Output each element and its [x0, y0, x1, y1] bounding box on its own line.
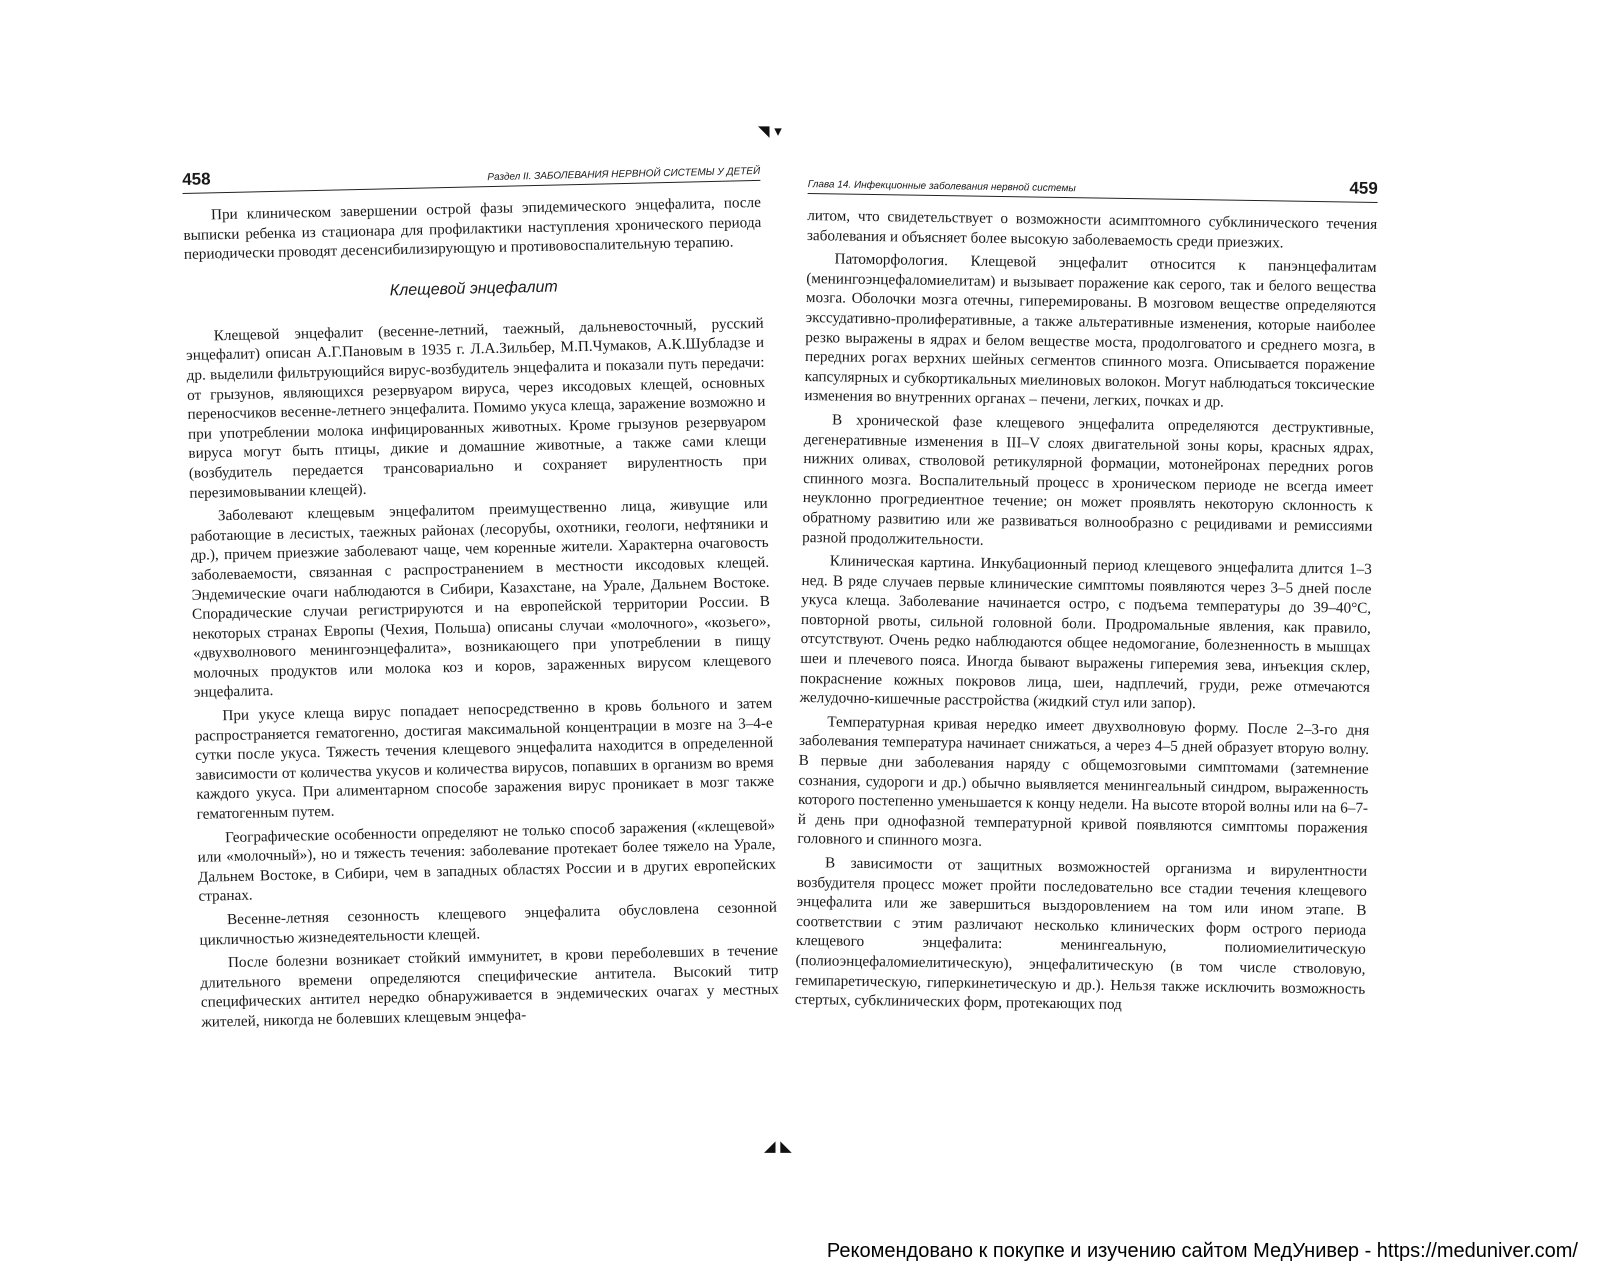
right-paragraph-6: В зависимости от защитных возможностей организма и вирулентности возбудителя процесс может пройти последовательно все стадии течения клещевого энцефалита или же завершиться выздоровлением на том или ином этапе. В соответствии с этим различают несколько клинических форм острого периода клещевого энцефалита: менингеальную, полиомиелитическую (полиоэнцефаломиелитическую), энцефалитическую (в том числе стволовую, гемипаретическую, гиперкинетическую и др.). Нельзя также исключить возможность стертых, субклинических форм, протекающих под — [794, 854, 1368, 1014]
left-paragraph-6: После болезни возникает стойкий иммунитет, в крови переболевших в течение длительного времени определяются специфические антитела. Высокий титр специфических антител нередко обнаруживается в эндемических очагах у местных жителей, никогда не болевших клещевым энцефа- — [200, 941, 779, 1031]
left-paragraph-2: Заболевают клещевым энцефалитом преимущественно лица, живущие или работающие в лесистых, таежных районах (лесорубы, охотники, геологи, нефтяники и др.), причем приезжие заболевают чаще, чем коренные жители. Характерна очаговость заболеваемости, связанная с распространением в местности иксодовых клещей. Эндемические очаги наблюдаются в Сибири, Казахстане, на Урале, Дальнем Востоке. Спорадические случаи регистрируются и на европейской территории России. В некоторых странах Европы (Чехия, Польша) описаны случаи «молочного», «козьего», «двухволнового менингоэнцефалита», возникающего при употреблении в пищу молочных продуктов или молока коз и коров, зараженных вирусом клещевого энцефалита. — [190, 494, 772, 702]
left-paragraph-3: При укусе клеща вирус попадает непосредственно в кровь больного и затем распространяется гематогенно, достигая максимальной концентрации в мозге на 3–4-е сутки после укуса. Тяжесть течения клещевого энцефалита находится в определенной зависимости от количества укусов и количества вирусов, попавших в организм во время каждого укуса. При алиментарном способе заражения вирус проникает в мозг также гематогенным путем. — [194, 694, 775, 823]
left-intro-paragraph: При клиническом завершении острой фазы эпидемического энцефалита, после выписки ребенка из стационара для профилактики наступления хронического периода периодически проводят десенсибилизирующую и противовоспалительную терапию. — [183, 193, 762, 264]
right-paragraph-1: литом, что свидетельствует о возможности асимптомного субклинического течения заболевания и объясняет более высокую заболеваемость среди приезжих. — [806, 206, 1378, 252]
crop-mark-top: ◥ ▾ — [758, 122, 782, 140]
right-paragraph-3: В хронической фазе клещевого энцефалита определяются деструктивные, дегенеративные изменения в III–V слоях двигательной зоны коры, красных ядрах, нижних оливах, стволовой ретикулярной формации, мотонейронах передних рогов спинного мозга. Воспалительный процесс в хроническом периоде не всегда имеет неуклонно прогредиентное течение; он может проявлять некоторую склонность к обратному развитию или же развиваться волнообразно с рецидивами и ремиссиями разной продолжительности. — [802, 411, 1375, 549]
left-page-header — [182, 157, 760, 194]
left-paragraph-1: Клещевой энцефалит (весенне-летний, таежный, дальневосточный, русский энцефалит) описан А.Г.Пановым в 1935 г. Л.А.Зильбер, М.П.Чумаков, А.К.Шубладзе и др. выделили фильтрующийся вирус-возбудитель энцефалита и показали путь передачи: от грызунов, являющихся резервуаром вируса, через иксодовых клещей, основных переносчиков весенне-летнего энцефалита. Помимо укуса клеща, заражение возможно и при употреблении молока инфицированных животных. Кроме грызунов резервуаром вируса могут быть птицы, дикие и домашние животные, а также сами клещи (возбудитель передается трансовариально и сохраняет вирулентность при перезимовывании клещей). — [186, 314, 767, 502]
right-paragraph-5: Температурная кривая нередко имеет двухволновую форму. После 2–3-го дня заболевания температура начинает снижаться, а через 4–5 дней образует вторую волну. В первые дни заболевания наряду с общемозговыми симптомами (затемнение сознания, судороги и др.) обычно выявляется менингеальный синдром, выраженность которого постепенно уменьшается к концу недели. На высоте второй волны или на 6–7-й день при однофазной температурной кривой появляются симптомы поражения головного и спинного мозга. — [797, 713, 1370, 851]
right-page — [795, 170, 1378, 1023]
right-page-header — [808, 170, 1378, 203]
left-paragraph-4: Географические особенности определяют не только способ заражения («клещевой» или «молочный»), но и тяжесть течения: заболевание протекает более тяжело на Урале, Дальнем Востоке, в Сибири, чем в западных областях России и в других европейских странах. — [197, 816, 777, 906]
right-paragraph-4: Клиническая картина. Инкубационный период клещевого энцефалита длится 1–3 нед. В ряде случаев первые клинические симптомы появляются через 3–5 дней после укуса клеща. Заболевание начинается остро, с подъема температуры до 39–40°С, повторной рвоты, сильной головной боли. Продромальные явления, как правило, отсутствуют. Очень редко наблюдаются общее недомогание, болезненность в мышцах шеи и плечевого пояса. Иногда бывают выражены гиперемия зева, инъекция склер, покраснение кожных покровов лица, шеи, надплечий, груди, реже отмечаются желудочно-кишечные расстройства (жидкий стул или запор). — [799, 552, 1372, 713]
right-page-number: 459 — [1349, 178, 1378, 198]
left-running-head: Раздел II. ЗАБОЛЕВАНИЯ НЕРВНОЙ СИСТЕМЫ У ДЕТЕЙ — [487, 165, 761, 184]
left-paragraph-5: Весенне-летняя сезонность клещевого энцефалита обусловлена сезонной цикличностью жизнедеятельности клещей. — [199, 898, 778, 949]
left-page-number: 458 — [182, 169, 211, 189]
footer-watermark: Рекомендовано к покупке и изучению сайтом МедУнивер - https://meduniver.com/ — [826, 1240, 1578, 1262]
section-title: Клещевой энцефалит — [389, 278, 558, 300]
right-paragraph-2: Патоморфология. Клещевой энцефалит относится к панэнцефалитам (менингоэнцефаломиелитам) и вызывает поражение как серого, так и белого вещества мозга. Оболочки мозга отечны, гиперемированы. В мозговом веществе определяются экссудативно-пролиферативные, а также альтеративные изменения, которые наиболее резко выражены в ядрах и белом веществе моста, продолговатого и среднего мозга, в передних рогах верхних шейных сегментов спинного мозга. Описывается поражение капсулярных и субкортикальных миелиновых волокон. Могут наблюдаться токсические изменения во внутренних органах – печени, легких, почках и др. — [804, 250, 1377, 411]
right-running-head: Глава 14. Инфекционные заболевания нервной системы — [807, 178, 1076, 195]
left-page — [182, 157, 780, 1036]
crop-mark-bottom: ◢ ◣ — [764, 1137, 792, 1155]
